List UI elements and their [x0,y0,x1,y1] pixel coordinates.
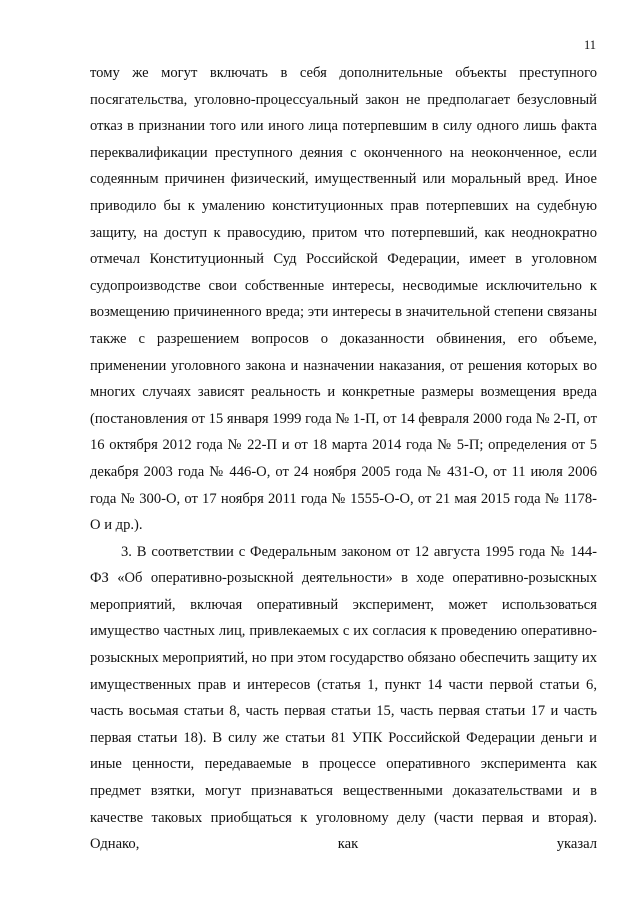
page-number: 11 [583,38,596,52]
document-body [90,60,597,858]
paragraph-continuation: тому же могут включать в себя дополнительные объекты преступного посягательства, уголовно-процессуальный закон не предполагает безусловный отказ в признании того или иного лица потерпевшим в силу одного лишь факта переквалификации преступного деяния с оконченного на неоконченное, если содеянным причинен физический, имущественный или моральный вред. Иное приводило бы к умалению конституционных прав потерпевших на судебную защиту, на доступ к правосудию, притом что потерпевший, как неоднократно отмечал Конституционный Суд Российской Федерации, имеет в уголовном судопроизводстве свои собственные интересы, несводимые исключительно к возмещению причиненного вреда; эти интересы в значительной степени связаны также с разрешением вопросов о доказанности обвинения, его объеме, применении уголовного закона и назначении наказания, от решения которых во многих случаях зависят реальность и конкретные размеры возмещения вреда (постановления от 15 января 1999 года № 1-П, от 14 февраля 2000 года № 2-П, от 16 октября 2012 года № 22-П и от 18 марта 2014 года № 5-П; определения от 5 декабря 2003 года № 446-О, от 24 ноября 2005 года № 431-О, от 11 июля 2006 года № 300-О, от 17 ноября 2011 года № 1555-О-О, от 21 мая 2015 года № 1178-О и др.). [90,65,597,534]
paragraph-item-3: 3. В соответствии с Федеральным законом от 12 августа 1995 года № 144-ФЗ «Об оперативно-розыскной деятельности» в ходе оперативно-розыскных мероприятий, включая оперативный эксперимент, может использоваться имущество частных лиц, привлекаемых с их согласия к проведению оперативно-розыскных мероприятий, но при этом государство обязано обеспечить защиту их имущественных прав и интересов (статья 1, пункт 14 части первой статьи 6, часть восьмая статьи 8, часть первая статьи 15, часть первая статьи 17 и часть первая статьи 18). В силу же статьи 81 УПК Российской Федерации деньги и иные ценности, передаваемые в процессе оперативного эксперимента как предмет взятки, могут признаваться вещественными доказательствами и в качестве таковых приобщаться к уголовному делу (части первая и вторая). Однако, как указал [90,543,597,853]
